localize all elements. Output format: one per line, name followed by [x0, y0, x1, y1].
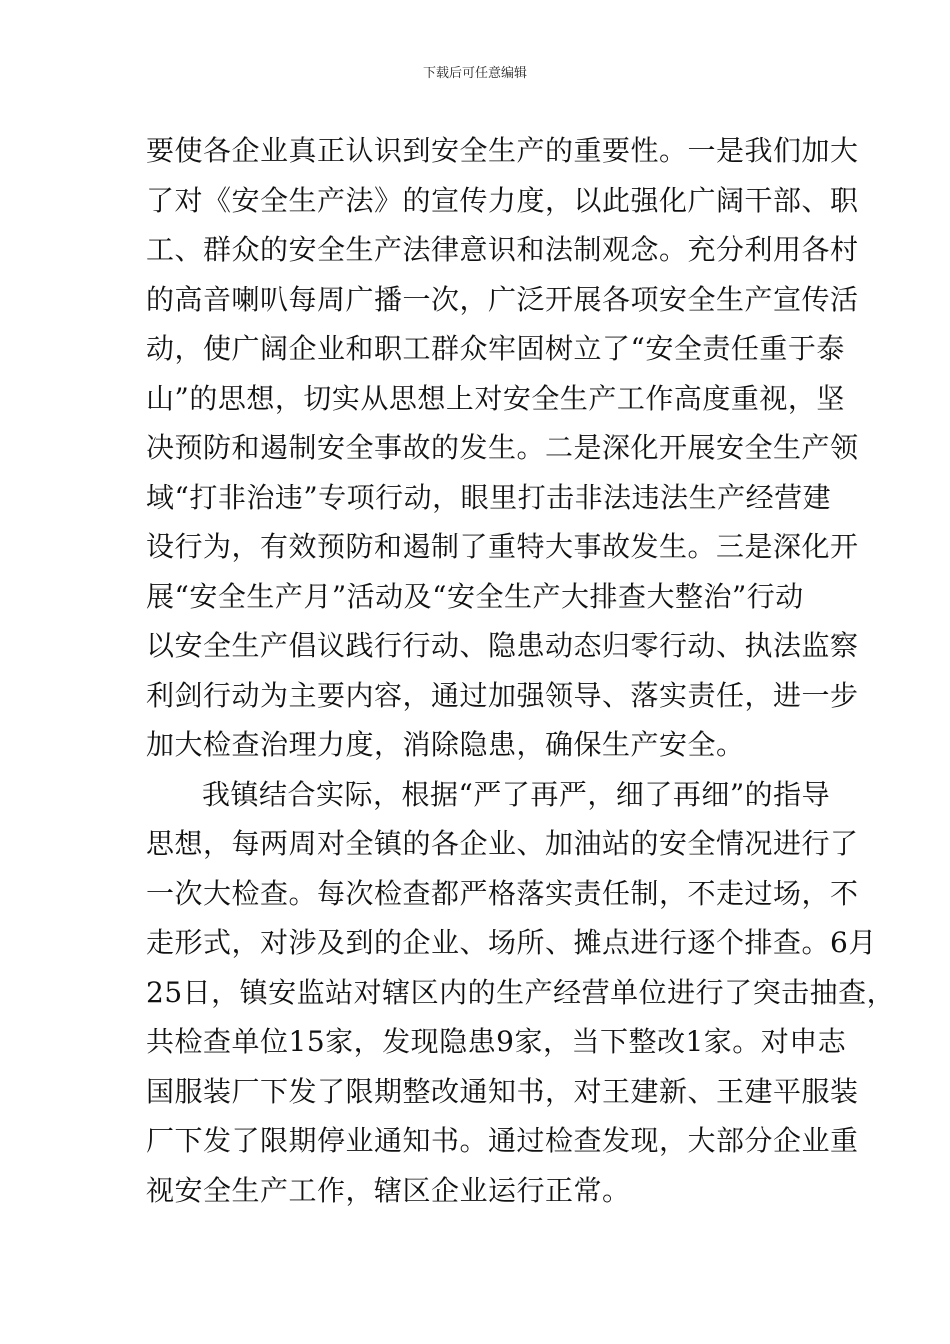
text-line: 利剑行动为主要内容，通过加强领导、落实责任，进一步 — [146, 678, 859, 712]
text-line: 25日，镇安监站对辖区内的生产经营单位进行了突击抽查， — [146, 975, 896, 1009]
page-header: 下载后可任意编辑 — [422, 66, 527, 81]
text-line: 加大检查治理力度，消除隐患，确保生产安全。 — [146, 728, 745, 761]
text-line: 共检查单位15家，发现隐患9家，当下整改1家。对申志 — [146, 1025, 847, 1058]
text-line: 我镇结合实际，根据“严了再严，细了再细”的指导 — [202, 777, 831, 811]
text-line: 展“安全生产月”活动及“安全生产大排查大整治”行动 — [146, 579, 804, 613]
document-body — [146, 126, 896, 1215]
text-line: 域“打非治违”专项行动，眼里打击非法违法生产经营建 — [146, 480, 832, 514]
text-line: 山”的思想，切实从思想上对安全生产工作高度重视，坚 — [146, 381, 845, 415]
text-line: 以安全生产倡议践行行动、隐患动态归零行动、执法监察 — [146, 629, 859, 662]
paragraph-1 — [146, 126, 859, 770]
text-line: 动，使广阔企业和职工群众牢固树立了“安全责任重于泰 — [146, 332, 845, 365]
text-line: 了对《安全生产法》的宣传力度，以此强化广阔干部、职 — [146, 183, 859, 217]
text-line: 的高音喇叭每周广播一次，广泛开展各项安全生产宣传活 — [146, 282, 859, 316]
text-line: 一次大检查。每次检查都严格落实责任制，不走过场，不 — [146, 876, 859, 910]
text-line: 决预防和遏制安全事故的发生。二是深化开展安全生产领 — [146, 431, 859, 464]
paragraph-2 — [146, 770, 896, 1216]
text-line: 厂下发了限期停业通知书。通过检查发现，大部分企业重 — [146, 1124, 859, 1157]
text-line: 设行为，有效预防和遏制了重特大事故发生。三是深化开 — [146, 530, 859, 563]
text-line: 思想，每两周对全镇的各企业、加油站的安全情况进行了 — [146, 827, 859, 860]
text-line: 视安全生产工作，辖区企业运行正常。 — [146, 1173, 631, 1207]
text-line: 国服装厂下发了限期整改通知书，对王建新、王建平服装 — [146, 1074, 859, 1108]
text-line: 工、群众的安全生产法律意识和法制观念。充分利用各村 — [146, 233, 859, 266]
text-line: 走形式，对涉及到的企业、场所、摊点进行逐个排查。6月 — [146, 926, 877, 959]
text-line: 要使各企业真正认识到安全生产的重要性。一是我们加大 — [146, 134, 859, 167]
